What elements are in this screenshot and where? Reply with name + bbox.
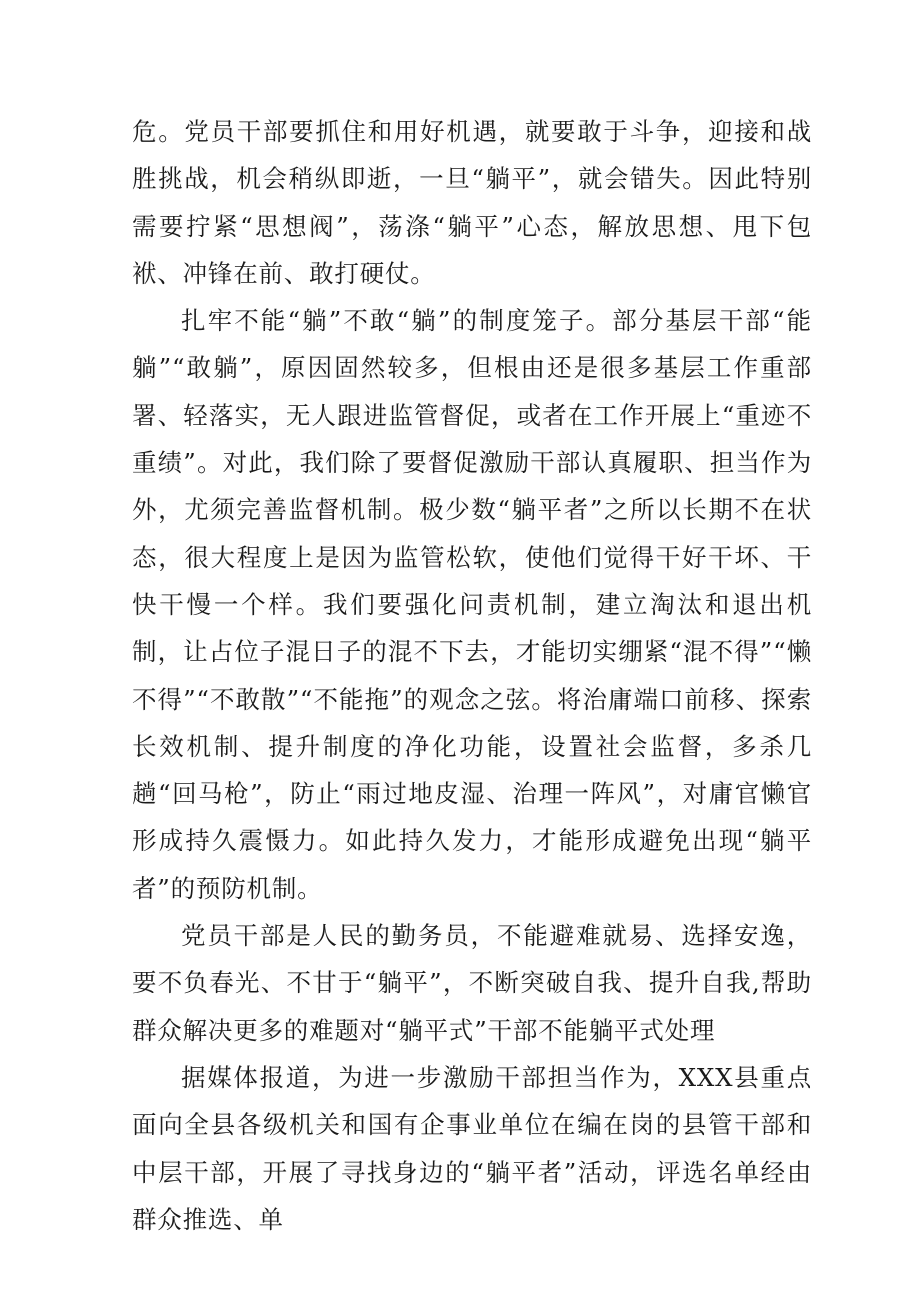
paragraph-3: 党员干部是人民的勤务员，不能避难就易、选择安逸，要不负春光、不甘于“躺平”，不断突破自我、提升自我,帮助群众解决更多的难题对“躺平式”干部不能躺平式处理 [132,921,812,1045]
paragraph-1: 危。党员干部要抓住和用好机遇，就要敢于斗争，迎接和战胜挑战，机会稍纵即逝，一旦“躺平”，就会错失。因此特别需要拧紧“思想阀”，荡涤“躺平”心态，解放思想、甩下包袱、冲锋在前、敢打硬仗。 [132,117,812,288]
document-body [132,108,812,1243]
paragraph-2: 扎牢不能“躺”不敢“躺”的制度笼子。部分基层干部“能躺”“敢躺”，原因固然较多，但根由还是很多基层工作重部署、轻落实，无人跟进监管督促，或者在工作开展上“重迹不重绩”。对此，我们除了要督促激励干部认真履职、担当作为外，尤须完善监督机制。极少数“躺平者”之所以长期不在状态，很大程度上是因为监管松软，使他们觉得干好干坏、干快干慢一个样。我们要强化问责机制，建立淘汰和退出机制，让占位子混日子的混不下去，才能切实绷紧“混不得”“懒不得”“不敢散”“不能拖”的观念之弦。将治庸端口前移、探索长效机制、提升制度的净化功能，设置社会监督，多杀几趟“回马枪”，防止“雨过地皮湿、治理一阵风”，对庸官懒官形成持久震慑力。如此持久发力，才能形成避免出现“躺平者”的预防机制。 [132,306,812,903]
paragraph-4: 据媒体报道，为进一步激励干部担当作为，XXX县重点面向全县各级机关和国有企事业单位在编在岗的县管干部和中层干部，开展了寻找身边的“躺平者”活动，评选名单经由群众推选、单 [132,1062,812,1234]
